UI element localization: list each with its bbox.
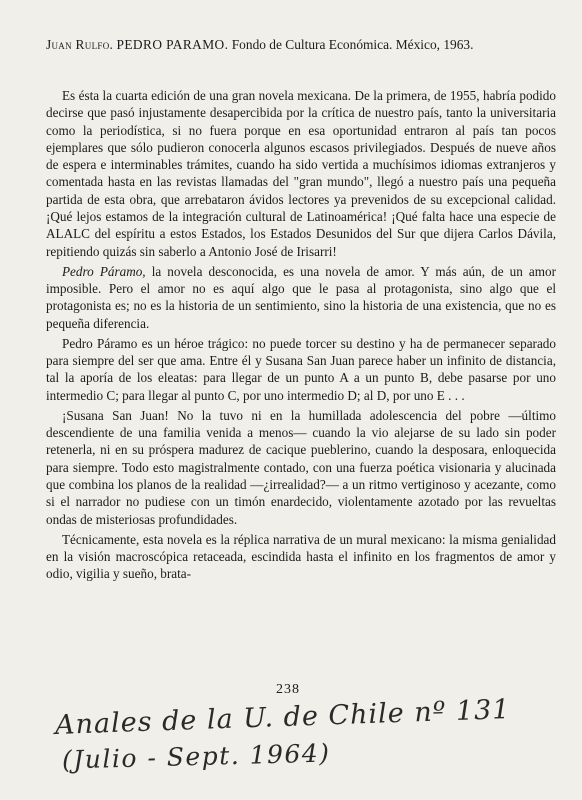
publisher-info: Fondo de Cultura Económica. México, 1963.	[231, 37, 474, 52]
paragraph-5	[46, 531, 556, 583]
paragraph-5-text: Técnicamente, esta novela es la réplica narrativa de un mural mexicano: la misma genialidad en la visión macroscópica retaceada, escindida hasta el infinito en los fragmentos de amor y odio, vigilia y sueño, brata-	[46, 531, 556, 582]
paragraph-2-text: la novela desconocida, es una novela de amor. Y más aún, de un amor imposible. Pero el amor no es aquí algo que le pasa al protagonista, sino algo que el protagonista es; no es la historia de un sentimiento, sino la historia de una existencia, que no es pequeña diferencia.	[46, 263, 556, 331]
paragraph-3	[46, 335, 556, 404]
paragraph-1	[46, 87, 556, 260]
bibliographic-header	[46, 36, 556, 53]
paragraph-1-text: Es ésta la cuarta edición de una gran novela mexicana. De la primera, de 1955, habría podido decirse que pasó injustamente desapercibida por la crítica de nuestro país, tanto la universitaria como la periodística, si no fuera porque en esa oportunidad entraron al país tan pocos ejemplares que sólo pudieron conocerla algunos escasos privilegiados. Después de nueve años de espera e interminables trámites, cuando ha sido vertida a muchísimos idiomas extranjeros y comentada hasta en las revistas llamadas del "gran mundo", llegó a nuestro país una pequeña partida de esta obra, que arrebataron ávidos lectores ya prevenidos de su excepcional calidad. ¡Qué lejos estamos de la integración cultural de Latinoamérica! ¡Qué falta hace una especie de ALALC del espíritu a estos Estados, los Estados Desunidos del Sur que dijera Carlos Dávila, repitiendo quizás sin saberlo a Antonio José de Irisarri!	[46, 88, 556, 259]
paragraph-3-text: Pedro Páramo es un héroe trágico: no puede torcer su destino y ha de permanecer separado para siempre del ser que ama. Entre él y Susana San Juan parece haber un infinito de distancia, tal la aporía de los eleatas: para llegar de un punto A a un punto B, debe pasarse por uno intermedio C; para llegar al punto C, por uno intermedio D; al D, por uno E . . .	[46, 335, 556, 403]
paragraph-4	[46, 407, 556, 528]
paragraph-4-text: ¡Susana San Juan! No la tuvo ni en la humillada adolescencia del pobre —último descendiente de una familia venida a menos— cuando la vio alejarse de su lado sin poder retenerla, ni en su próspera madurez de cacique pueblerino, cuando la desposara, enloquecida para siempre. Todo esto magistralmente contado, con una fuerza poética visionaria y alucinada que combina los planos de la realidad —¿irrealidad?— a un ritmo vertiginoso y acezante, como si el narrador no pudiese con un timón enardecido, violentamente azotado por las revueltas ondas de misteriosas profundidades.	[46, 407, 556, 527]
italic-title-reference: Pedro Páramo,	[62, 263, 146, 279]
handwritten-source-note: Anales de la U. de Chile nº 131	[54, 694, 511, 741]
review-body	[46, 87, 556, 583]
paragraph-2	[46, 263, 556, 332]
handwritten-date-note: (Julio - Sept. 1964)	[61, 738, 331, 775]
author-name: Juan Rulfo.	[46, 37, 114, 52]
page-number: 238	[276, 682, 300, 697]
book-title: PEDRO PARAMO.	[116, 37, 229, 52]
